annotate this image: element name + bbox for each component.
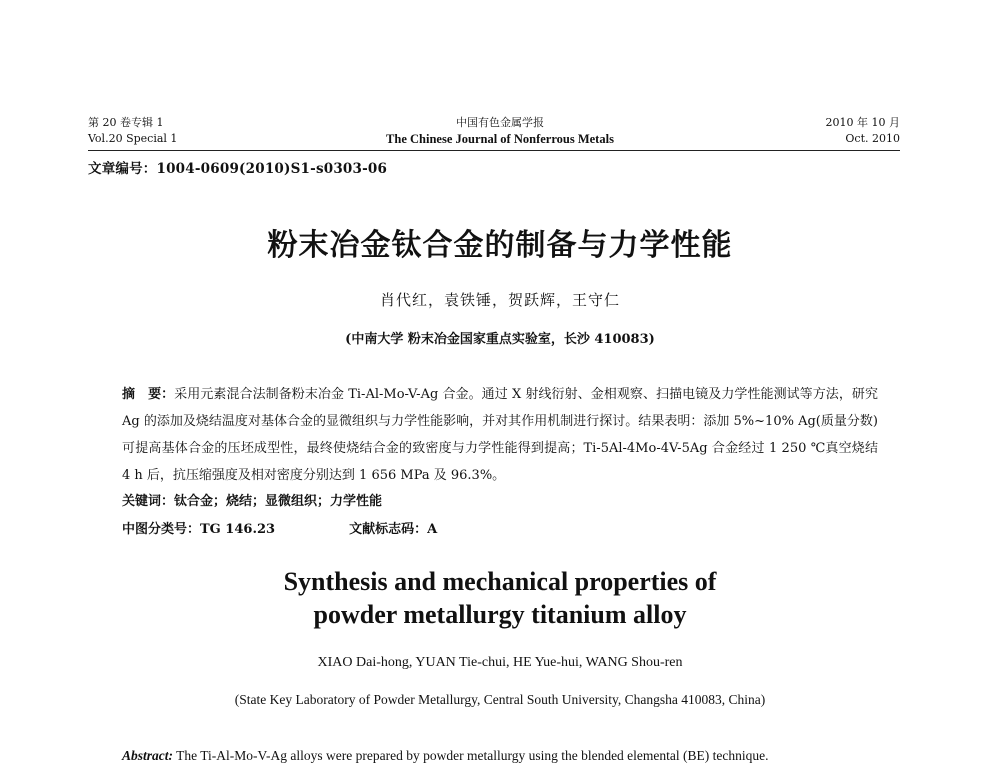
document-code: 文献标志码：A: [349, 522, 438, 537]
journal-volume: [88, 115, 177, 147]
date-en: Oct. 2010: [845, 132, 900, 145]
affiliation-en: (State Key Laboratory of Powder Metallurgy, Central South University, Changsha 410083, China): [234, 692, 766, 707]
abstract-en-text: The Ti-Al-Mo-V-Ag alloys were prepared by powder metallurgy using the blended elemental (BE) technique.: [173, 748, 769, 763]
abstract-en-label: Abstract:: [122, 748, 174, 763]
abstract-cn: [122, 381, 878, 489]
abstract-cn-text: 采用元素混合法制备粉末冶金 Ti-Al-Mo-V-Ag 合金。通过 X 射线衍射、金相观察、扫描电镜及力学性能测试等方法，研究 Ag 的添加及烧结温度对基体合金的显微组织与力学性能影响，并对其作用机制进行探讨。结果表明：添加 5%~10% Ag(质量分数)可提高基体合金的压坯成型性，最终使烧结合金的致密度与力学性能得到提高；Ti-5Al-4Mo-4V-5Ag 合金经过 1 250 ℃真空烧结 4 h 后，抗压缩强度及相对密度分别达到 1 656 MPa 及 96.3%。: [122, 387, 878, 483]
header-rule: [88, 150, 900, 151]
date-cn: 2010 年 10 月: [825, 116, 900, 129]
abstract-en: [122, 748, 892, 764]
volume-cn: 第 20 卷专辑 1: [88, 116, 164, 129]
authors-en: XIAO Dai-hong, YUAN Tie-chui, HE Yue-hui, WANG Shou-ren: [317, 655, 683, 670]
title-en-line2: powder metallurgy titanium alloy: [313, 600, 687, 629]
title-en-line1: Synthesis and mechanical properties of: [283, 567, 717, 596]
title-cn: 粉末冶金钛合金的制备与力学性能: [267, 228, 733, 263]
journal-date: [826, 115, 900, 147]
volume-en: Vol.20 Special 1: [88, 132, 178, 145]
title-en: [0, 565, 1000, 631]
keywords-cn: 关键词：钛合金；烧结；显微组织；力学性能: [122, 494, 383, 509]
clc-number: 中图分类号：TG 146.23: [122, 522, 276, 537]
abstract-cn-label: 摘 要：: [122, 387, 175, 402]
classification-row: [122, 518, 437, 537]
journal-name-cn: 中国有色金属学报: [456, 116, 544, 129]
authors-cn: 肖代红，袁铁锤，贺跃辉，王守仁: [379, 291, 620, 309]
article-number: 文章编号：1004-0609(2010)S1-s0303-06: [88, 161, 388, 177]
affiliation-cn: (中南大学 粉末冶金国家重点实验室，长沙 410083): [345, 332, 655, 347]
journal-name: [300, 115, 700, 147]
journal-name-en: The Chinese Journal of Nonferrous Metals: [386, 132, 614, 146]
